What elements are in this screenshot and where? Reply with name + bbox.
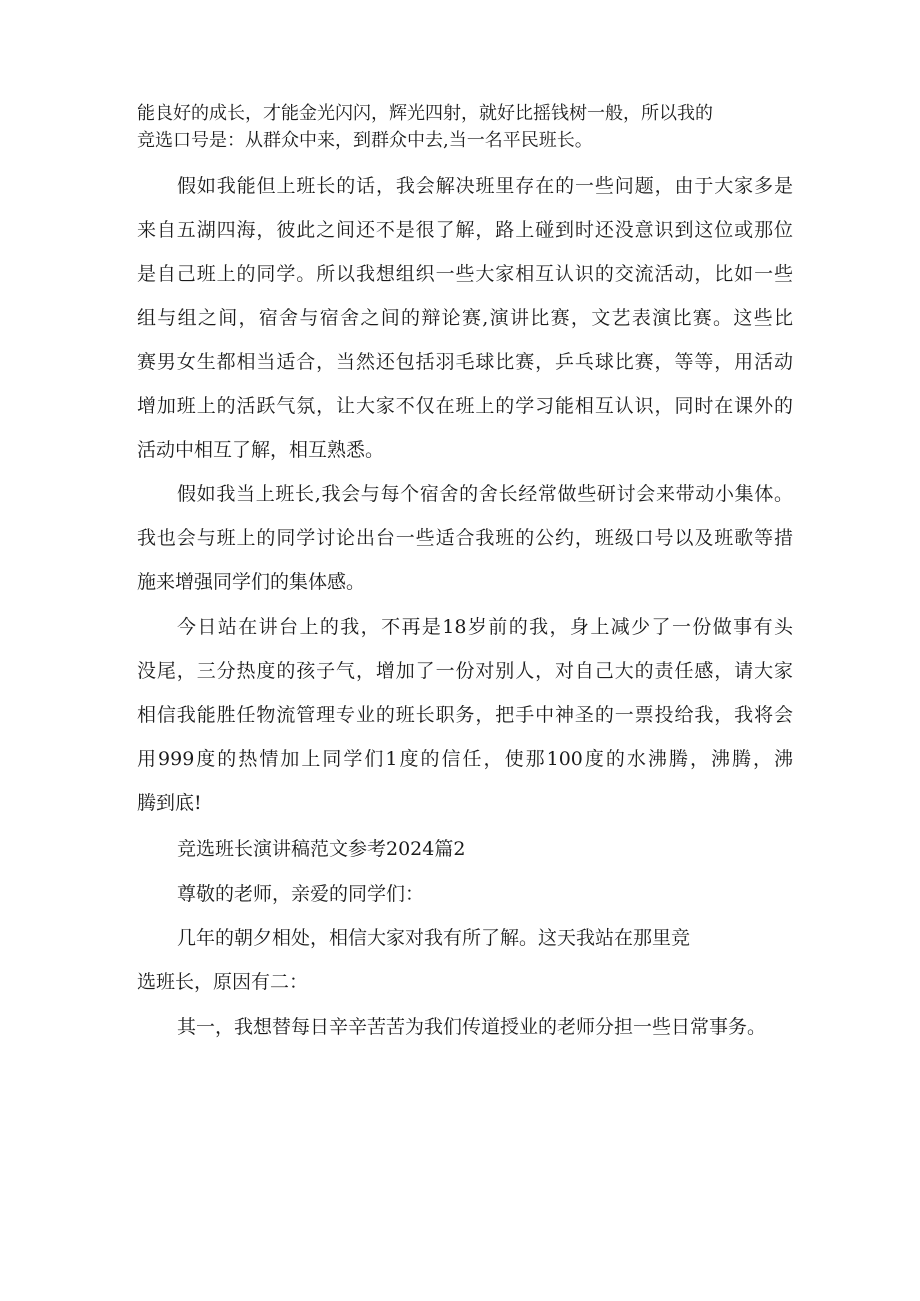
- text-line: 腾到底!: [137, 792, 202, 814]
- text-line: 我也会与班上的同学讨论出台一些适合我班的公约，班级口号以及班歌等措: [137, 527, 793, 549]
- text-line: 组与组之间，宿舍与宿舍之间的辩论赛,演讲比赛，文艺表演比赛。这些比: [137, 307, 793, 329]
- text-line: 没尾，三分热度的孩子气，增加了一份对别人，对自己大的责任感，请大家: [137, 660, 793, 682]
- text-line: 选班长，原因有二：: [137, 971, 309, 993]
- text-line: 施来增强同学们的集体感。: [137, 571, 366, 593]
- paragraph-first-line: 假如我当上班长,我会与每个宿舍的舍长经常做些研讨会来带动小集体。: [177, 483, 793, 505]
- text-line: 相信我能胜任物流管理专业的班长职务，把手中神圣的一票投给我，我将会: [137, 704, 793, 726]
- text-line: 增加班上的活跃气氛，让大家不仅在班上的学习能相互认识，同时在课外的: [137, 395, 793, 417]
- paragraph-first-line: 几年的朝夕相处，相信大家对我有所了解。这天我站在那里竞: [177, 927, 691, 949]
- paragraph-first-line: 今日站在讲台上的我，不再是18岁前的我，身上减少了一份做事有头: [177, 616, 793, 638]
- text-line: 竞选口号是：从群众中来，到群众中去,当一名平民班长。: [137, 130, 593, 151]
- text-line: 能良好的成长，才能金光闪闪，辉光四射，就好比摇钱树一般，所以我的: [137, 103, 713, 124]
- greeting: 尊敬的老师，亲爱的同学们：: [177, 883, 425, 905]
- text-line: 是自己班上的同学。所以我想组织一些大家相互认识的交流活动，比如一些: [137, 263, 793, 285]
- paragraph-first-line: 假如我能但上班长的话，我会解决班里存在的一些问题，由于大家多是: [177, 175, 793, 197]
- text-line: 赛男女生都相当适合，当然还包括羽毛球比赛，乒乓球比赛，等等，用活动: [137, 351, 793, 373]
- paragraph-first-line: 其一，我想替每日辛辛苦苦为我们传道授业的老师分担一些日常事务。: [177, 1016, 767, 1038]
- text-line: 用999度的热情加上同学们1度的信任，使那100度的水沸腾，沸腾，沸: [137, 748, 793, 770]
- text-line: 活动中相互了解，相互熟悉。: [137, 439, 385, 461]
- section-title: 竞选班长演讲稿范文参考2024篇2: [177, 838, 466, 860]
- text-line: 来自五湖四海，彼此之间还不是很了解，路上碰到时还没意识到这位或那位: [137, 219, 793, 241]
